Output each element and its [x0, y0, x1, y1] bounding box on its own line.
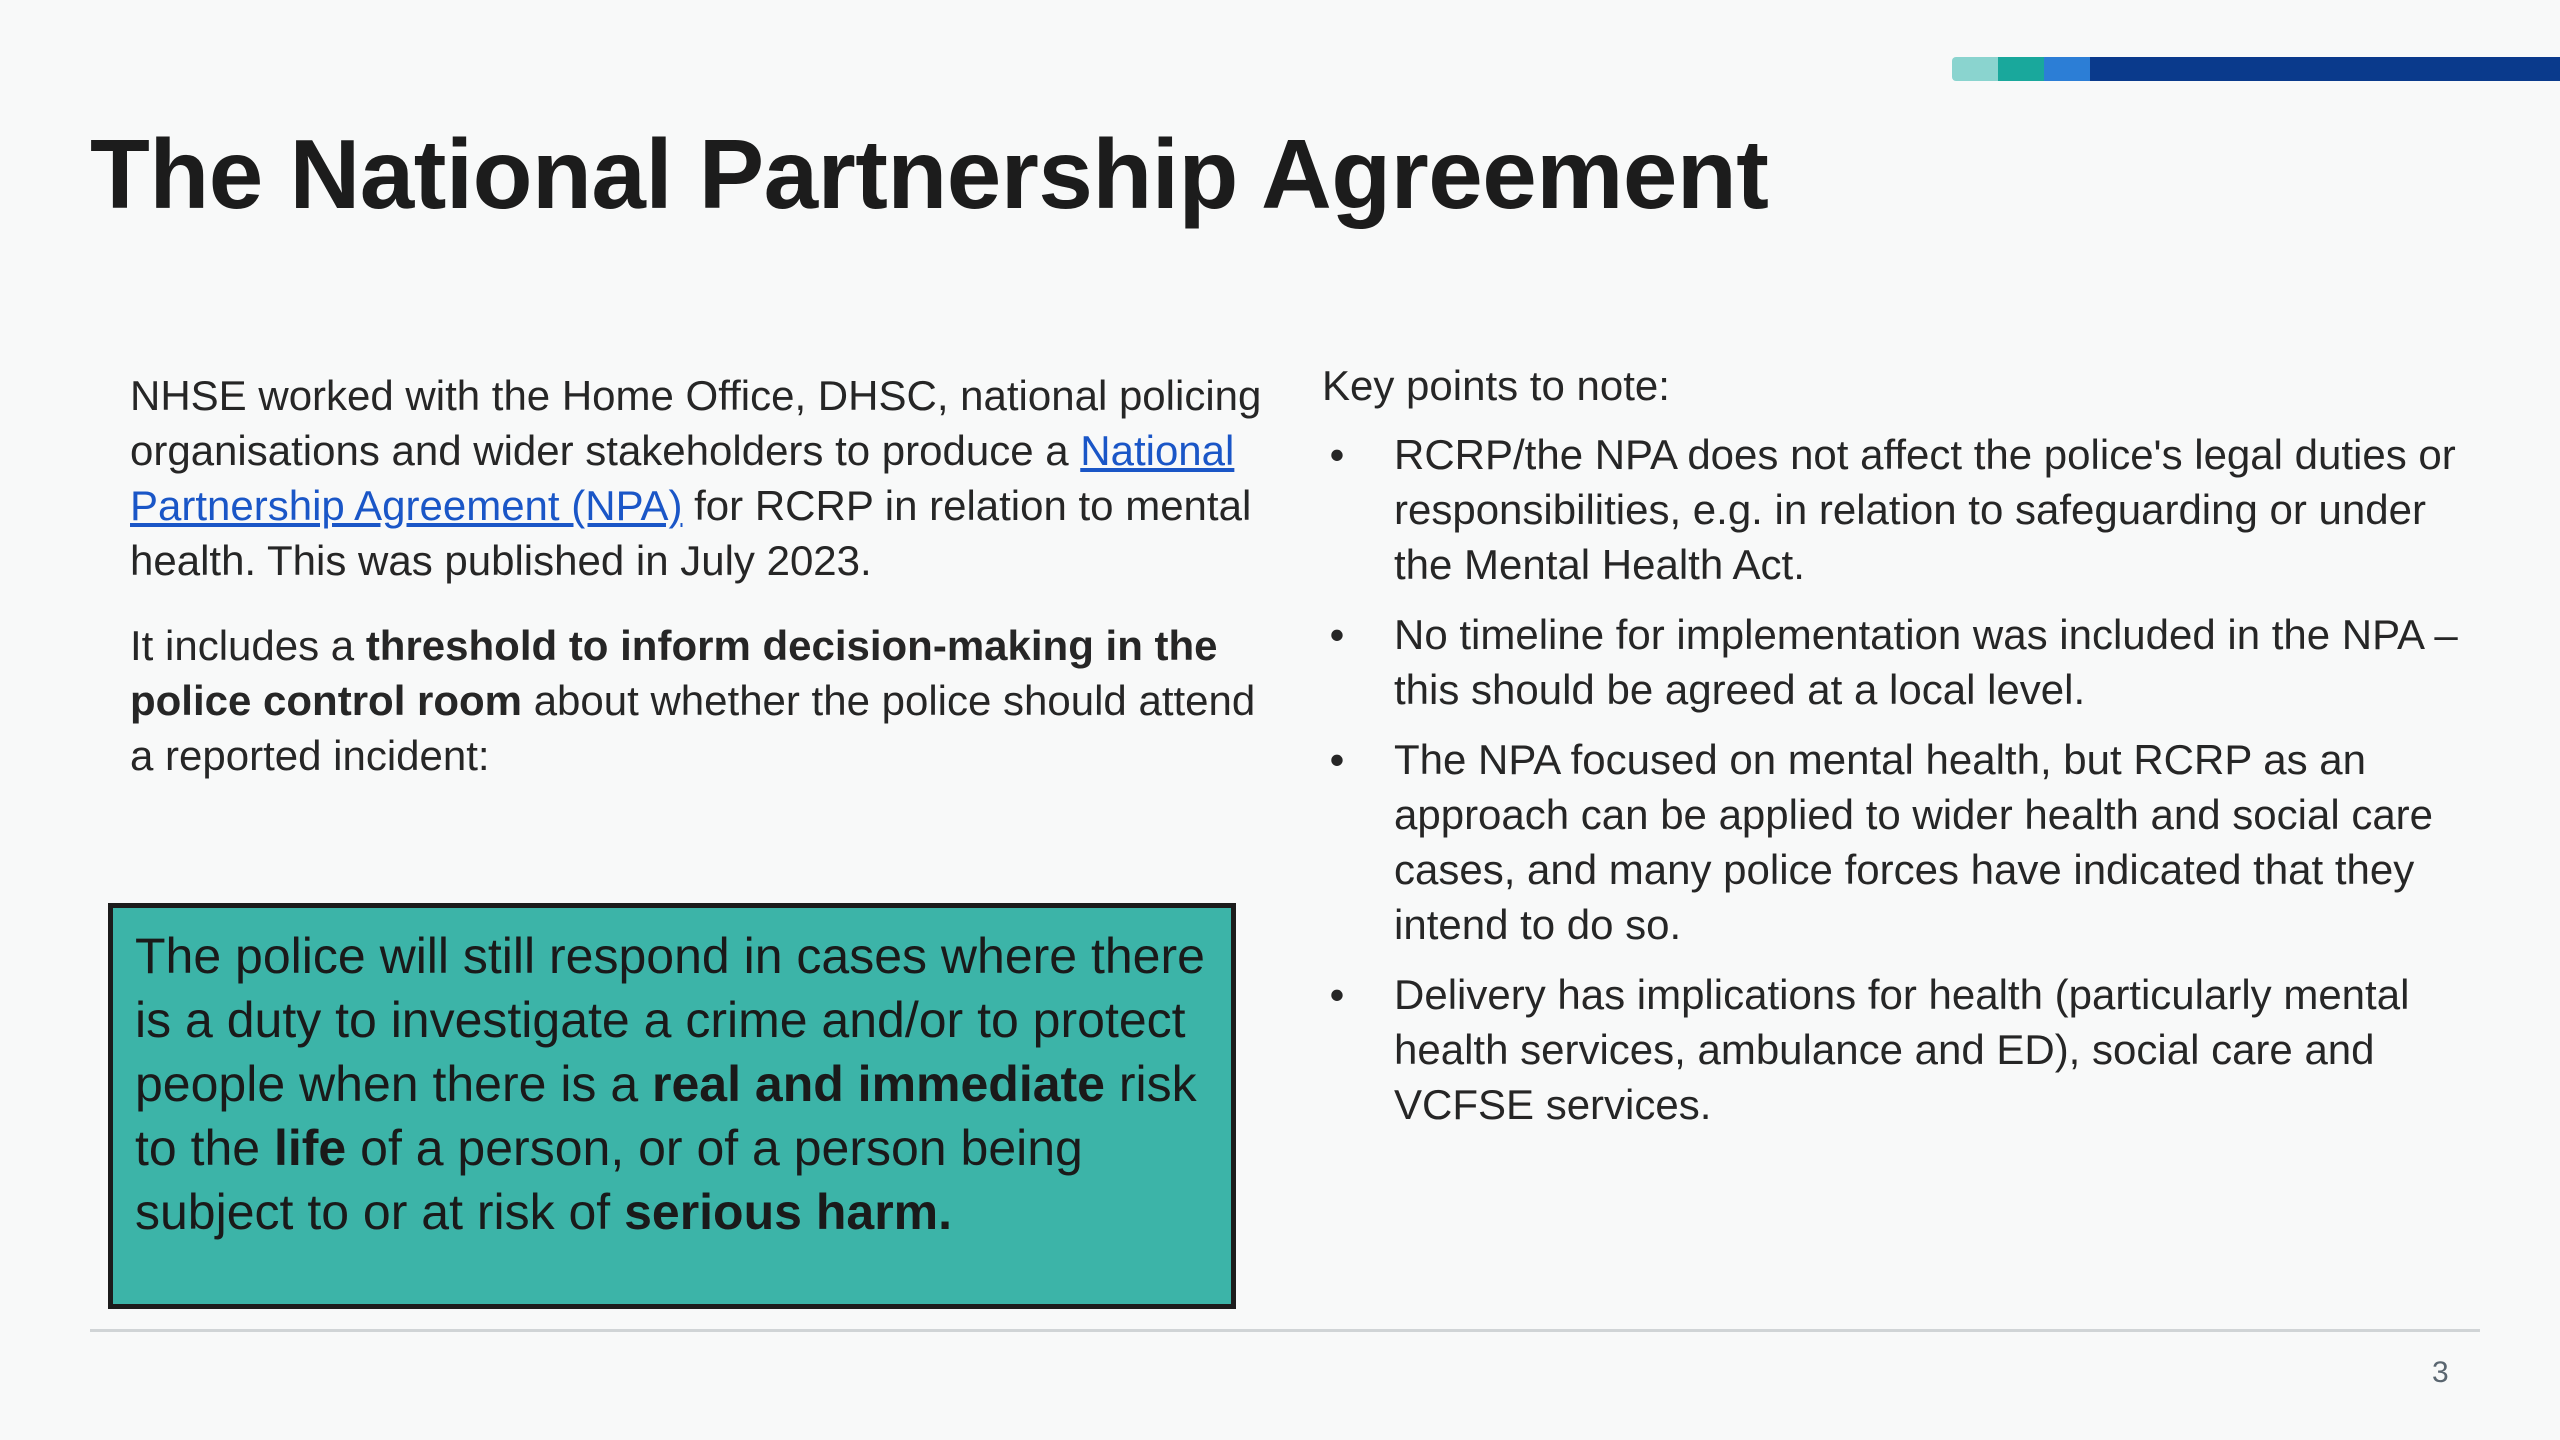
threshold-bold-text: threshold to inform decision-making in the police control room — [130, 622, 1218, 724]
bullet-icon: • — [1329, 736, 1345, 783]
threshold-text-after: about whether the police should attend a reported incident: — [130, 677, 1256, 779]
key-points-heading: Key points to note: — [1322, 362, 1670, 409]
key-points-list — [1322, 427, 2482, 1132]
callout-text-2: risk to the — [135, 1056, 1197, 1176]
callout-bold-3: serious harm. — [624, 1184, 952, 1240]
bullet-text: The NPA focused on mental health, but RCRP as an approach can be applied to wider health and social care cases, and many police forces have indicated that they intend to do so. — [1394, 736, 2434, 948]
accent-segment-4 — [2090, 57, 2560, 81]
list-item — [1322, 967, 2482, 1132]
accent-segment-2 — [1998, 57, 2044, 81]
right-column — [1322, 358, 2482, 1147]
accent-bar — [1952, 57, 2560, 81]
list-item — [1322, 732, 2482, 952]
bullet-icon: • — [1329, 431, 1345, 478]
list-item — [1322, 607, 2482, 717]
bullet-icon: • — [1329, 611, 1345, 658]
bullet-text: No timeline for implementation was included in the NPA – this should be agreed at a local level. — [1394, 611, 2458, 713]
list-item — [1322, 427, 2482, 592]
accent-segment-3 — [2044, 57, 2090, 81]
bullet-icon: • — [1329, 971, 1345, 1018]
footer-divider — [90, 1329, 2480, 1332]
npa-link[interactable]: National Partnership Agreement (NPA) — [130, 427, 1235, 529]
slide-title: The National Partnership Agreement — [90, 119, 1769, 229]
bullet-text: RCRP/the NPA does not affect the police's legal duties or responsibilities, e.g. in relation to safeguarding or under the Mental Health Act. — [1394, 431, 2456, 588]
left-column — [130, 368, 1280, 783]
threshold-paragraph — [130, 618, 1280, 783]
bullet-text: Delivery has implications for health (particularly mental health services, ambulance and ED), social care and VCFSE services. — [1394, 971, 2410, 1128]
callout-text-3: of a person, or of a person being subject to or at risk of — [135, 1120, 1083, 1240]
intro-text-before-link: NHSE worked with the Home Office, DHSC, national policing organisations and wider stakeholders to produce a — [130, 372, 1262, 474]
intro-paragraph — [130, 368, 1280, 588]
callout-text-1: The police will still respond in cases where there is a duty to investigate a crime and/or to protect people when there is a — [135, 928, 1205, 1112]
intro-text-after-link: for RCRP in relation to mental health. This was published in July 2023. — [130, 482, 1252, 584]
threshold-callout-box — [108, 903, 1236, 1309]
threshold-text-before: It includes a — [130, 622, 366, 669]
callout-bold-2: life — [274, 1120, 347, 1176]
accent-segment-1 — [1952, 57, 1998, 81]
callout-bold-1: real and immediate — [652, 1056, 1105, 1112]
page-number: 3 — [2432, 1356, 2449, 1389]
